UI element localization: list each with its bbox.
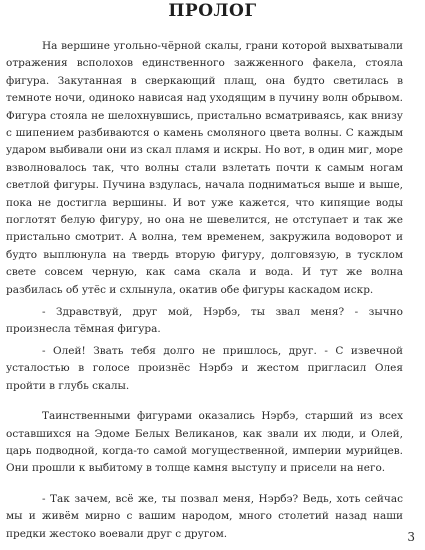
- paragraph-3: - Олей! Звать тебя долго не пришлось, друг. - С извечной усталостью в голосе произнёс Нэрбэ и жестом пригласил Олея пройти в глубь скалы.: [6, 344, 403, 392]
- page-number: 3: [407, 530, 415, 544]
- paragraph-4: Таинственными фигурами оказались Нэрбэ, старший из всех оставшихся на Эдоме Белых Великанов, как звали их люди, и Олей, царь подводной, когда-то самой могущественной, империи мурийцев. Они прошли к выбитому в толще камня выступу и присели на него.: [6, 410, 403, 475]
- chapter-title: ПРОЛОГ: [168, 1, 257, 21]
- paragraph-5: - Так зачем, всё же, ты позвал меня, Нэрбэ? Ведь, хоть сейчас мы и живём мирно с вашим народом, много столетий назад наши предки жестоко воевали друг с другом.: [6, 492, 403, 540]
- paragraph-2: - Здравствуй, друг мой, Нэрбэ, ты звал меня? - зычно произнесла тёмная фигура.: [6, 305, 403, 335]
- chapter-body: [6, 38, 403, 543]
- paragraph-1: На вершине угольно-чёрной скалы, грани которой выхватывали отражения всполохов единственного зажженного факела, стояла фигура. Закутанная в сверкающий плащ, она будто светилась в темноте ночи, одиноко нависая над уходящим в пучину волн обрывом. Фигура стояла не шелохнувшись, пристально всматриваясь, как внизу с шипением разбиваются о камень смоляного цвета волны. С каждым ударом выбивали они из скал пламя и искры. Но вот, в один миг, море взволновалось так, что волны стали взлетать почти к самым ногам светлой фигуры. Пучина вздулась, начала подниматься выше и выше, пока не достигла вершины. И вот уже кажется, что кипящие воды поглотят белую фигуру, но она не шевелится, не отступает и так же пристально смотрит. А волна, тем временем, закружила водоворот и будто выплюнула на твердь вторую фигуру, долговязую, в тусклом свете совсем черную, как сама скала и вода. И тут же волна разбилась об утёс и схлынула, окатив обе фигуры каскадом искр.: [6, 40, 403, 296]
